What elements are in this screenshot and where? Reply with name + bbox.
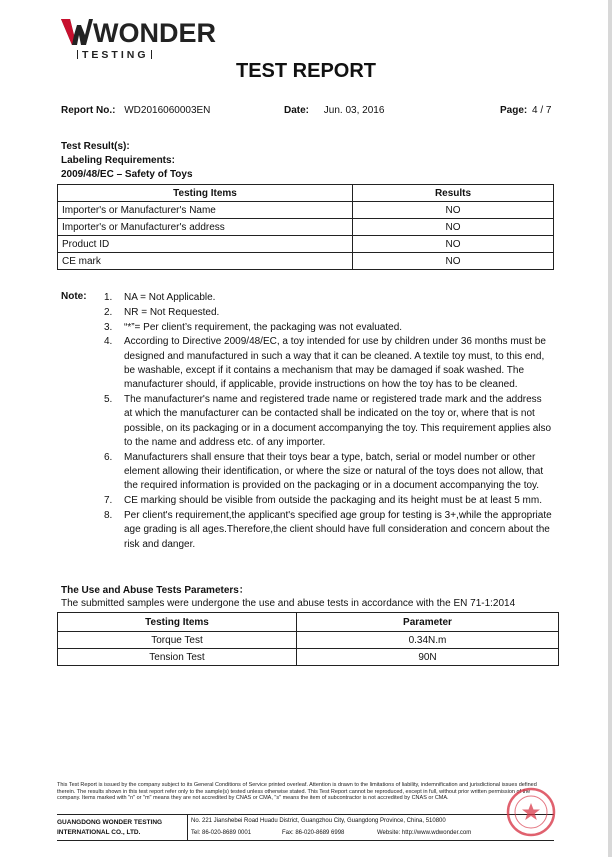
footer-divider: [187, 815, 188, 840]
abuse-intro: The submitted samples were undergone the use and abuse tests in accordance with the EN 71-1:2014: [61, 598, 516, 609]
column-header: Parameter: [297, 613, 559, 632]
table-cell: Torque Test: [58, 632, 297, 649]
table-cell: Importer's or Manufacturer's address: [58, 219, 353, 236]
table-cell: CE mark: [58, 253, 353, 270]
note-number: 7.: [104, 495, 113, 507]
note-text: NR = Not Requested.: [124, 306, 220, 318]
list-item: [104, 393, 552, 450]
column-header: Testing Items: [58, 185, 353, 202]
directive-heading: 2009/48/EC – Safety of Toys: [61, 169, 193, 180]
logo-bar: [151, 50, 152, 59]
table-cell: Product ID: [58, 236, 353, 253]
company-logo: [61, 17, 216, 63]
note-text: Per client's requirement,the applicant's specified age group for testing is 3+,while the appropriate age grading is all ages.Therefore,the client should have full consideration and concern about the risk and danger.: [124, 509, 552, 550]
report-no-label: Report No.:: [61, 105, 116, 116]
table-row: [58, 649, 559, 666]
footer-disclaimer: This Test Report is issued by the company subject to its General Conditions of Service printed overleaf. Attention is drawn to the limitations of liability, indemnification and jurisdictional issues defined therein. The results shown in this test report refer only to the sample(s) tested unless otherwise stated. This Test Report cannot be reproduced, except in full, without prior written permission of the company. Items marked with "n" or "m" means they are not accredited by CNAS or CMA, "s" means the item of subcontractor is not accredited by CNAS or CMA.: [57, 782, 537, 802]
table-cell: NO: [353, 219, 554, 236]
logo-w-icon: [61, 17, 93, 47]
company-name-line2: INTERNATIONAL CO., LTD.: [57, 829, 141, 836]
table-row: [58, 236, 554, 253]
note-text: NA = Not Applicable.: [124, 292, 216, 303]
date-label: Date:: [284, 105, 310, 116]
page-title: TEST REPORT: [235, 60, 376, 82]
date-value: Jun. 03, 2016: [323, 105, 385, 116]
labeling-heading: Labeling Requirements:: [61, 155, 175, 166]
page-label: Page:: [500, 105, 528, 116]
note-number: 4.: [104, 336, 113, 348]
logo-text: WONDER: [93, 18, 216, 48]
list-item: [104, 509, 552, 552]
table-row: [58, 632, 559, 649]
notes-list: [104, 291, 552, 552]
footer-website[interactable]: Website: http://www.wdwonder.com: [377, 830, 472, 836]
logo-sub-text: TESTING: [82, 49, 149, 61]
footer-tel: Tel: 86-020-8689 0001: [191, 830, 252, 836]
note-text: According to Directive 2009/48/EC, a toy intended for use by children under 36 months must be designed and manufactured in such a way that it can be cleaned. A textile toy must, to this end, be washable, except if it contains a mechanism that may be damaged if soak washed. The manufacturer should, if applicable, provide instructions on how the toy has to be cleaned.: [124, 336, 546, 391]
list-item: [104, 335, 552, 392]
footer-fax: Fax: 86-020-8689 6998: [282, 830, 345, 836]
table-header-row: [58, 613, 559, 632]
table-cell: 90N: [297, 649, 559, 666]
abuse-heading: The Use and Abuse Tests Parameters：: [61, 585, 249, 596]
report-date: [284, 105, 384, 116]
table-row: [58, 202, 554, 219]
company-name-line1: GUANGDONG WONDER TESTING: [57, 819, 163, 826]
page-value: 4 / 7: [532, 105, 552, 116]
note-number: 2.: [104, 306, 113, 318]
page-number: [500, 105, 551, 116]
list-item: [104, 494, 552, 508]
footer-contact: [57, 814, 554, 841]
note-number: 8.: [104, 509, 113, 521]
labeling-table: [57, 184, 554, 270]
table-cell: Tension Test: [58, 649, 297, 666]
table-row: [58, 219, 554, 236]
table-cell: NO: [353, 202, 554, 219]
company-seal-icon: [505, 786, 557, 838]
table-cell: NO: [353, 236, 554, 253]
page-edge: [608, 0, 612, 857]
note-text: The manufacturer's name and registered trade name or registered trade mark and the address at which the manufacturer can be contacted shall be indicated on the toy or, where that is not possible, on its packaging or in a document accompanying the toy. This requirement applies also to the name and address etc. of any importer.: [124, 394, 552, 448]
footer-address: No. 221 Jianshebei Road Huadu District, Guangzhou City, Guangdong Province, China, 510800: [191, 818, 446, 824]
note-text: Manufacturers shall ensure that their toys bear a type, batch, serial or model number or other element allowing their identification, or where the size or natural of the toys does not allow, that the required information is provided on the packaging or in a document accompanying the toy.: [124, 451, 544, 492]
abuse-table: [57, 612, 559, 666]
report-number: [61, 105, 210, 116]
note-number: 6.: [104, 451, 113, 463]
list-item: [104, 291, 552, 305]
report-no-value: WD2016060003EN: [124, 105, 211, 116]
table-header-row: [58, 185, 554, 202]
list-item: [104, 321, 552, 335]
list-item: [104, 451, 552, 494]
note-text: CE marking should be visible from outside the packaging and its height must be at least 5 mm.: [124, 495, 542, 507]
note-number: 1.: [104, 292, 113, 303]
note-text: “*”= Per client’s requirement, the packaging was not evaluated.: [124, 321, 403, 333]
test-results-heading: Test Result(s):: [61, 141, 130, 152]
footer-company: [57, 818, 185, 838]
column-header: Testing Items: [58, 613, 297, 632]
note-number: 3.: [104, 321, 113, 333]
table-cell: NO: [353, 253, 554, 270]
column-header: Results: [353, 185, 554, 202]
table-cell: Importer's or Manufacturer's Name: [58, 202, 353, 219]
note-label: Note:: [61, 291, 87, 302]
table-row: [58, 253, 554, 270]
note-number: 5.: [104, 394, 113, 406]
table-cell: 0.34N.m: [297, 632, 559, 649]
list-item: [104, 306, 552, 320]
logo-wordmark: [61, 17, 216, 49]
logo-bar: [77, 50, 78, 59]
